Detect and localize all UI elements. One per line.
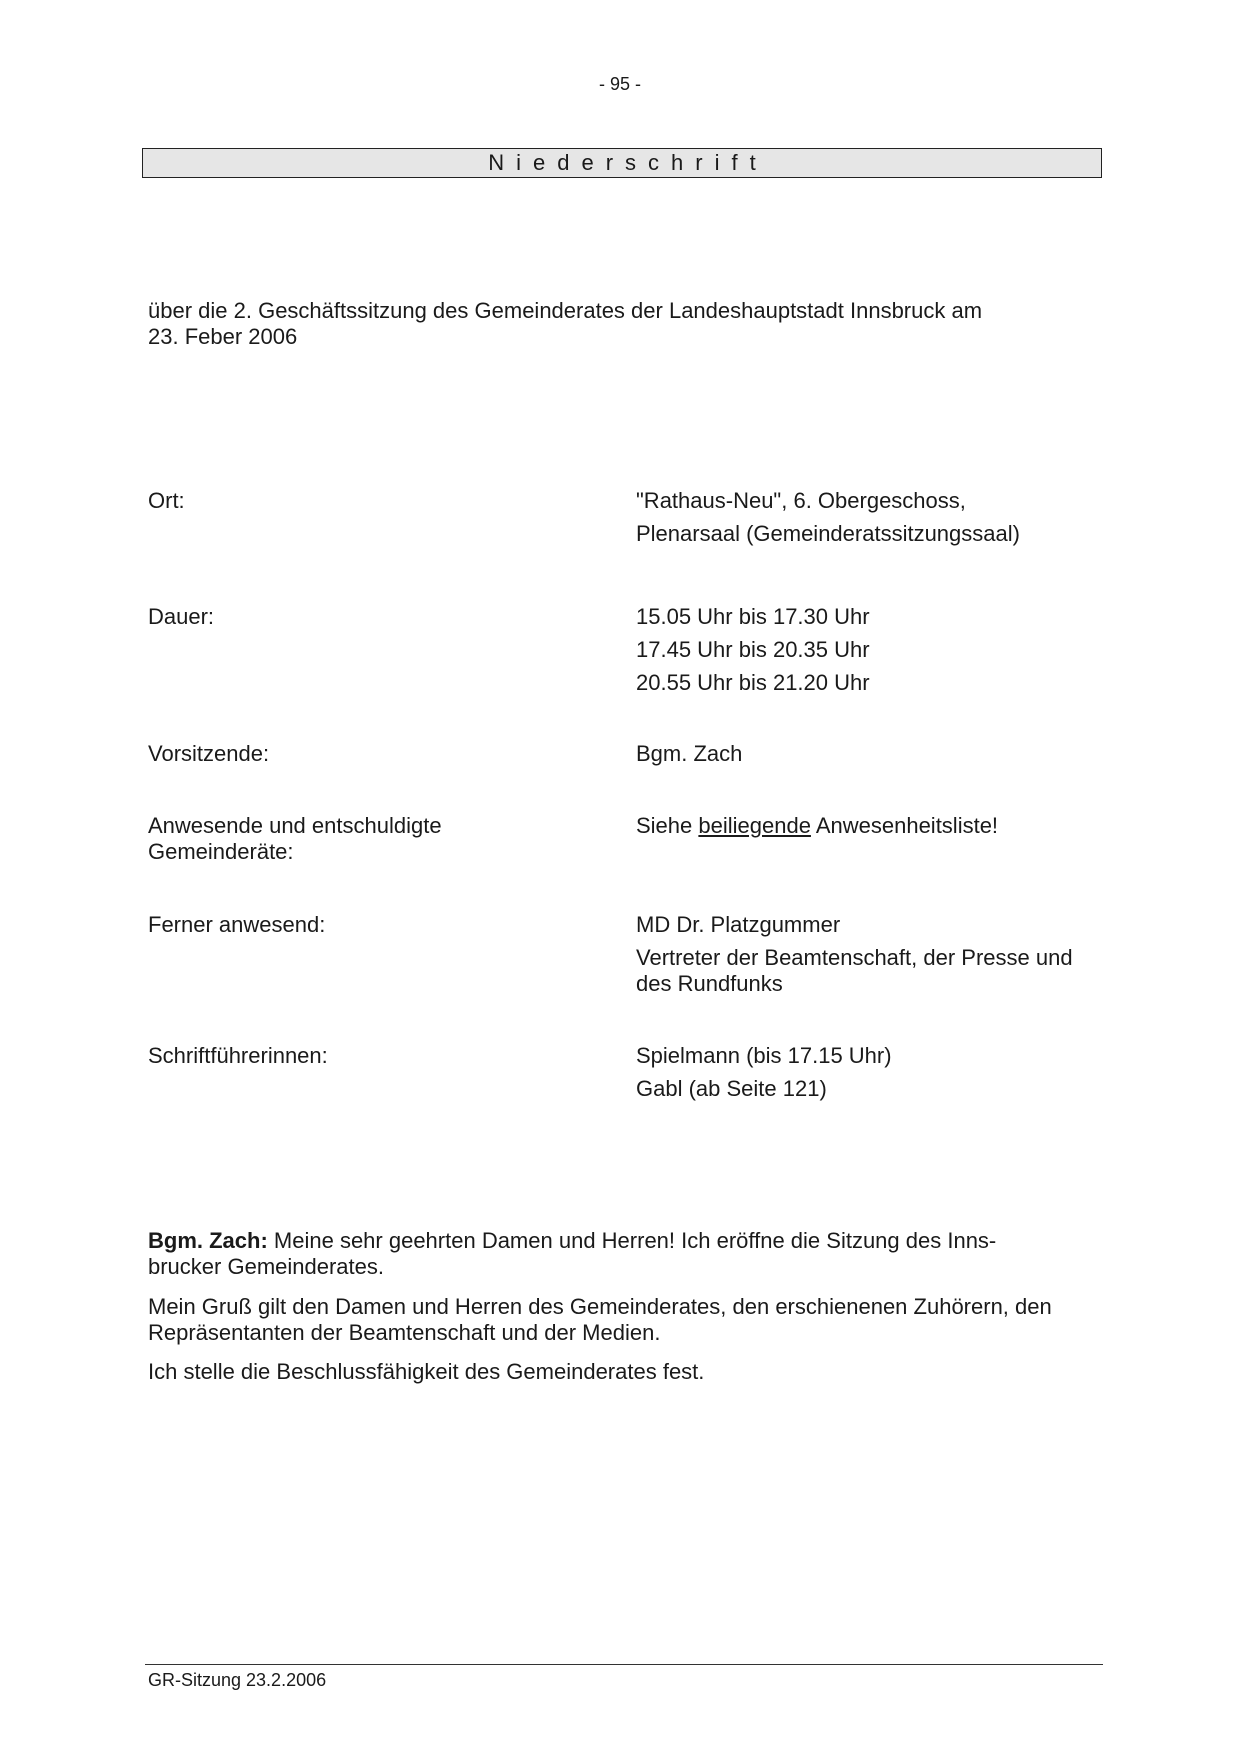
value-dauer-line-3: 20.55 Uhr bis 21.20 Uhr bbox=[636, 670, 870, 695]
value-ferner-line-3: des Rundfunks bbox=[636, 971, 783, 996]
speech-p2-line-1: Mein Gruß gilt den Damen und Herren des Gemeinderates, den erschienenen Zuhörern, den bbox=[148, 1294, 1052, 1319]
value-ferner-line-2: Vertreter der Beamtenschaft, der Presse und bbox=[636, 945, 1073, 970]
footer-text: GR-Sitzung 23.2.2006 bbox=[148, 1670, 327, 1690]
label-anwesende-line-2: Gemeinderäte: bbox=[148, 839, 294, 864]
value-vorsitzende-line-1: Bgm. Zach bbox=[636, 741, 743, 766]
speech-paragraph-1 bbox=[148, 1228, 1108, 1280]
document-title: Niederschrift bbox=[142, 148, 1102, 178]
intro-line-1: über die 2. Geschäftssitzung des Gemeinderates der Landeshauptstadt Innsbruck am bbox=[148, 298, 983, 323]
speech-p1-line-2: brucker Gemeinderates. bbox=[148, 1254, 384, 1279]
intro-line-2: 23. Feber 2006 bbox=[148, 324, 298, 349]
value-anwesende-post: Anwesenheitsliste! bbox=[810, 813, 999, 838]
intro-text bbox=[148, 298, 1108, 350]
value-ort bbox=[636, 488, 1116, 547]
label-ort: Ort: bbox=[148, 488, 185, 513]
value-schrift-line-1: Spielmann (bis 17.15 Uhr) bbox=[636, 1043, 892, 1068]
value-dauer bbox=[636, 604, 1116, 696]
label-ferner: Ferner anwesend: bbox=[148, 912, 326, 937]
speaker-name: Bgm. Zach: bbox=[148, 1228, 268, 1253]
label-schrift: Schriftführerinnen: bbox=[148, 1043, 328, 1068]
value-ferner-line-1: MD Dr. Platzgummer bbox=[636, 912, 841, 937]
value-schrift-line-2: Gabl (ab Seite 121) bbox=[636, 1076, 827, 1101]
speech-paragraph-2 bbox=[148, 1294, 1108, 1346]
value-ferner bbox=[636, 912, 1116, 997]
value-anwesende bbox=[636, 813, 1116, 839]
footer-rule bbox=[145, 1664, 1103, 1665]
value-schrift bbox=[636, 1043, 1116, 1102]
speech-p2-line-2: Repräsentanten der Beamtenschaft und der Medien. bbox=[148, 1320, 661, 1345]
label-dauer: Dauer: bbox=[148, 604, 215, 629]
page-number: - 95 - bbox=[598, 74, 641, 94]
label-vorsitzende: Vorsitzende: bbox=[148, 741, 270, 766]
value-dauer-line-2: 17.45 Uhr bis 20.35 Uhr bbox=[636, 637, 870, 662]
value-ort-line-1: "Rathaus-Neu", 6. Obergeschoss, bbox=[636, 488, 966, 513]
value-ort-line-2: Plenarsaal (Gemeinderatssitzungssaal) bbox=[636, 521, 1020, 546]
speech-p1-line-1: Meine sehr geehrten Damen und Herren! Ich eröffne die Sitzung des Inns- bbox=[267, 1228, 997, 1253]
value-anwesende-underlined: beiliegende bbox=[698, 813, 811, 838]
label-anwesende-line-1: Anwesende und entschuldigte bbox=[148, 813, 442, 838]
value-dauer-line-1: 15.05 Uhr bis 17.30 Uhr bbox=[636, 604, 870, 629]
speech-p3: Ich stelle die Beschlussfähigkeit des Gemeinderates fest. bbox=[148, 1359, 705, 1384]
label-anwesende bbox=[148, 813, 568, 865]
value-vorsitzende bbox=[636, 741, 1116, 767]
value-anwesende-line bbox=[636, 813, 1116, 839]
value-anwesende-pre: Siehe bbox=[636, 813, 699, 838]
speech-paragraph-3 bbox=[148, 1359, 1108, 1385]
